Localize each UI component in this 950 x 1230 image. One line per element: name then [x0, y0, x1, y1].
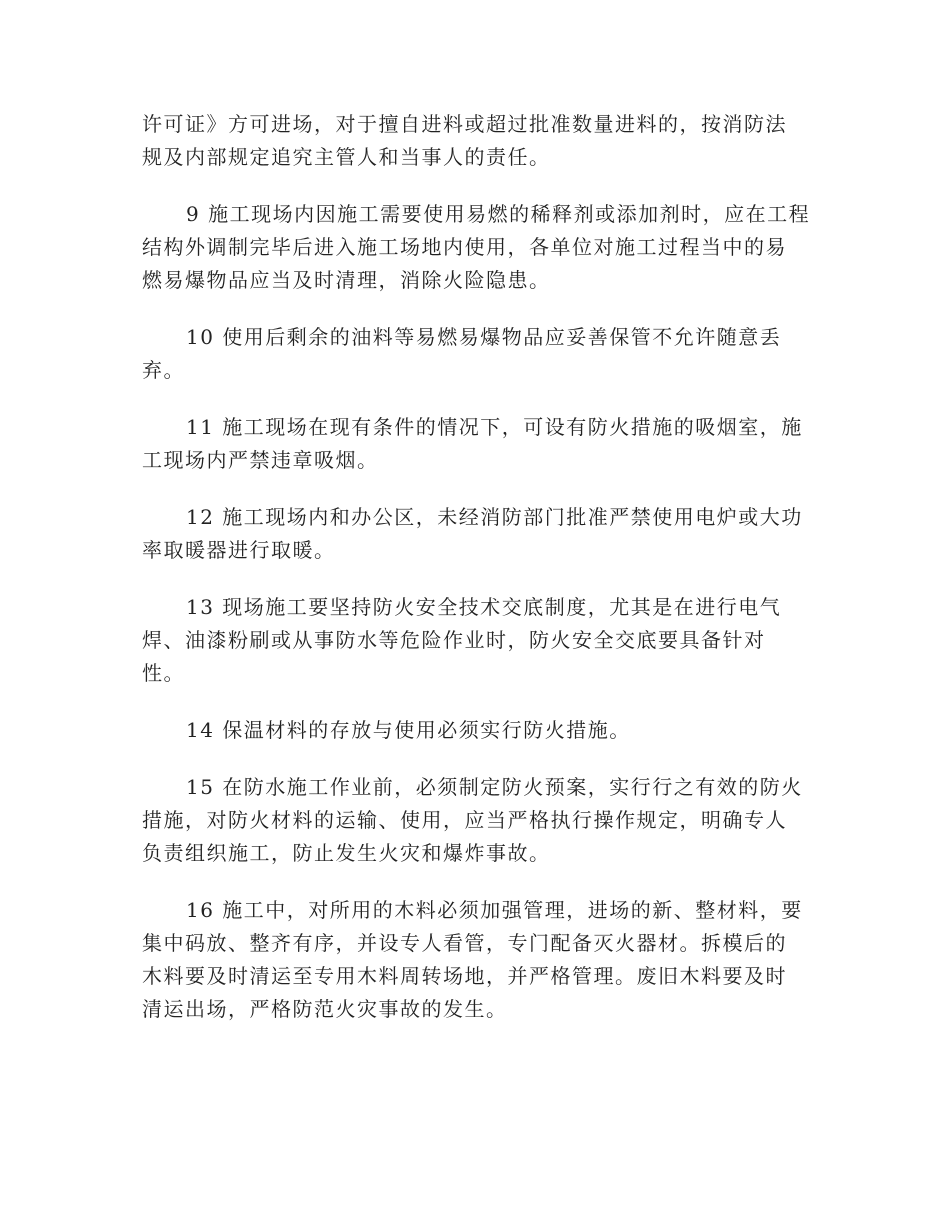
text-line: 10 使用后剩余的油料等易燃易爆物品应妥善保管不允许随意丢 [186, 325, 782, 349]
text-line: 清运出场，严格防范火灾事故的发生。 [142, 997, 508, 1021]
text-line: 弃。 [142, 358, 185, 382]
paragraph-item-9 [142, 198, 822, 297]
text-line: 许可证》方可进场，对于擅自进料或超过批准数量进料的，按消防法 [142, 112, 787, 136]
paragraph-continuation [142, 108, 822, 174]
paragraph-item-16 [142, 894, 822, 1026]
text-line: 9 施工现场内因施工需要使用易燃的稀释剂或添加剂时，应在工程 [186, 202, 811, 226]
text-line: 14 保温材料的存放与使用必须实行防火措施。 [186, 718, 631, 742]
text-line: 集中码放、整齐有序，并设专人看管，专门配备灭火器材。拆模后的 [142, 931, 787, 955]
text-line: 工现场内严禁违章吸烟。 [142, 448, 379, 472]
text-line: 13 现场施工要坚持防火安全技术交底制度，尤其是在进行电气 [186, 595, 782, 619]
paragraph-item-13 [142, 591, 822, 690]
text-line: 措施，对防火材料的运输、使用，应当严格执行操作规定，明确专人 [142, 808, 787, 832]
text-line: 焊、油漆粉刷或从事防水等危险作业时，防火安全交底要具备针对 [142, 628, 766, 652]
paragraph-item-12 [142, 501, 822, 567]
text-line: 15 在防水施工作业前，必须制定防火预案，实行行之有效的防火 [186, 775, 803, 799]
document-body [142, 108, 822, 1050]
text-line: 燃易爆物品应当及时清理，消除火险隐患。 [142, 268, 551, 292]
text-line: 规及内部规定追究主管人和当事人的责任。 [142, 145, 551, 169]
paragraph-item-11 [142, 411, 822, 477]
paragraph-item-14 [142, 714, 822, 747]
text-line: 木料要及时清运至专用木料周转场地，并严格管理。废旧木料要及时 [142, 964, 787, 988]
text-line: 性。 [142, 661, 185, 685]
text-line: 负责组织施工，防止发生火灾和爆炸事故。 [142, 841, 551, 865]
paragraph-item-10 [142, 321, 822, 387]
text-line: 率取暖器进行取暖。 [142, 538, 336, 562]
paragraph-item-15 [142, 771, 822, 870]
text-line: 16 施工中，对所用的木料必须加强管理，进场的新、整材料，要 [186, 898, 803, 922]
text-line: 结构外调制完毕后进入施工场地内使用，各单位对施工过程当中的易 [142, 235, 787, 259]
text-line: 11 施工现场在现有条件的情况下，可设有防火措施的吸烟室，施 [186, 415, 803, 439]
text-line: 12 施工现场内和办公区，未经消防部门批准严禁使用电炉或大功 [186, 505, 803, 529]
